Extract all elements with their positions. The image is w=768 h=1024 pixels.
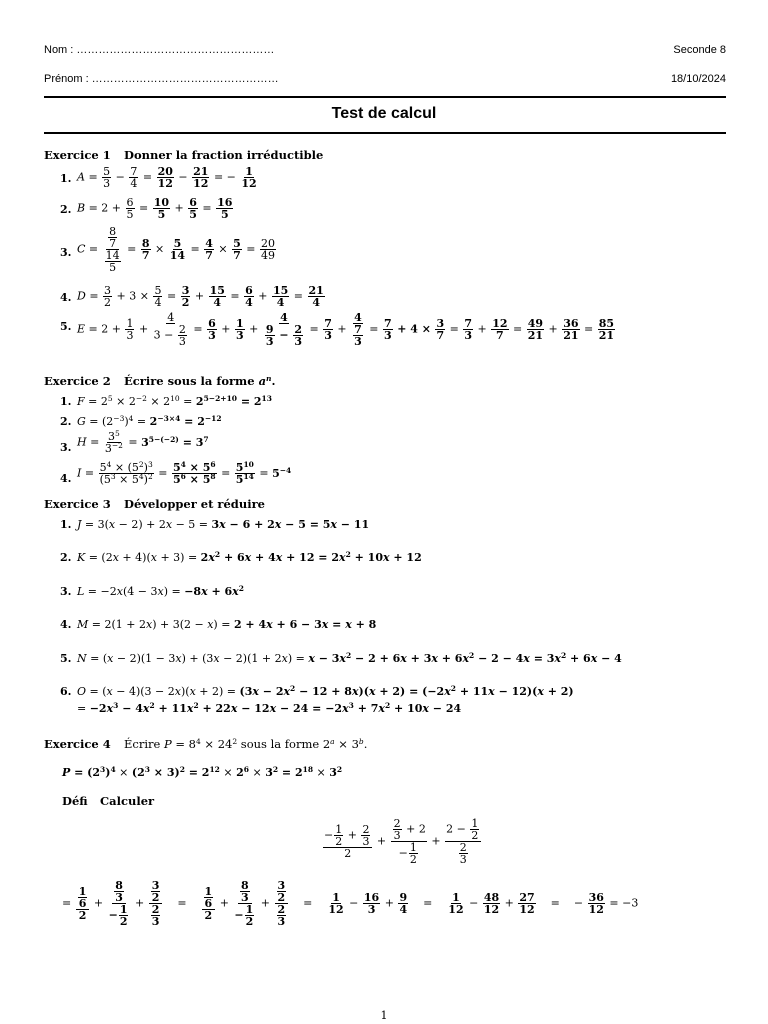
- exercise-2-heading: Exercice 2 Écrire sous la forme $a^n$.: [44, 374, 276, 388]
- ex1-item-2-number: 2.: [60, 203, 72, 216]
- ex4-solution: $P = (2^3)^4 \times (2^3 \times 3)^2 = 2^{12} \times 2^6 \times 3^2 = 2^{18} \times 3^2$: [62, 765, 343, 779]
- exercise-2-title: Écrire sous la forme: [124, 374, 255, 388]
- ex2-item-1-number: 1.: [60, 395, 72, 408]
- exercise-1-label: Exercice 1: [44, 148, 111, 162]
- ex1-item-1: A = $\frac{5}{3}$ − $\frac{7}{4}$ = $\frac{20}{12}$ − $\frac{21}{12}$ = − $\frac{1}{12}$: [77, 165, 257, 190]
- ex2-item-1: $F = 2^5 \times 2^{-2} \times 2^{10} = 2^{5-2+10} = 2^{13}$: [77, 394, 272, 408]
- ex2-item-4-number: 4.: [60, 472, 72, 485]
- ex1-item-5: E = 2 + $\frac{1}{3}$ + 4 3 − $\frac{2}{3}$ = $\frac{6}{3}$ + $\frac{1}{3}$ + 4 $\frac{9}{3}$ − $\frac{2}{3}$ = $\frac{7}{3}$ + $\frac{4}{\frac{7}{3}}$ = $\frac{7}{3}$ + 4 × $\frac{3}{7}$ = $\frac{7}{3}$ + $\frac{12}{7}$ = $\frac{49}{21}$ + $\frac{36}{21}$ = $\frac{85}{21}$: [77, 311, 615, 348]
- ex2-item-2-number: 2.: [60, 415, 72, 428]
- class-label: Seconde 8: [673, 44, 726, 56]
- ex1-item-1-number: 1.: [60, 172, 72, 185]
- exercise-3-title: Développer et réduire: [124, 497, 265, 511]
- ex3-item-2: $K = (2x + 4)(x + 3) = 2x^2 + 6x + 4x + 12 = 2x^2 + 10x + 12$: [77, 550, 422, 564]
- ex1-item-2: B = 2 + $\frac{6}{5}$ = $\frac{10}{5}$ + $\frac{6}{5}$ = $\frac{16}{5}$: [77, 196, 233, 221]
- ex2-item-2: $G = (2^{-3})^4 = 2^{-3\times 4} = 2^{-12}$: [77, 414, 222, 428]
- ex2-item-4: I = $\frac{5^4 \times (5^2)^3}{(5^3 \times 5^4)^2}$ = $\frac{5^4 \times 5^6}{5^6 \times 5^8}$ = $\frac{5^{10}}{5^{14}}$ = $5^{-4}$: [77, 460, 292, 486]
- ex1-item-3-number: 3.: [60, 246, 72, 259]
- page-title: Test de calcul: [331, 105, 437, 122]
- ex3-item-6: $O = (x - 4)(3 - 2x)(x + 2) = (3x - 2x^2 - 12 + 8x)(x + 2) = (-2x^2 + 11x - 12)(x + 2)$: [77, 684, 574, 698]
- ex3-item-1-number: 1.: [60, 518, 72, 531]
- date-label: 18/10/2024: [670, 73, 726, 85]
- defi-title: Calculer: [100, 794, 155, 808]
- nom-field-label: Nom : ………………………………………………: [44, 44, 275, 56]
- exercise-1-heading: [44, 148, 324, 162]
- prenom-field-label: Prénom : ……………………………………………: [44, 73, 279, 85]
- exercise-4-title: Écrire: [124, 737, 161, 751]
- defi-expression: − $\frac{1}{2}$ + $\frac{2}{3}$ 2 + $\frac{2}{3}$ + 2 − $\frac{1}{2}$ + 2 − $\frac{1}{2}$ $\frac{2}{3}$: [322, 818, 482, 865]
- title-rule: [44, 132, 726, 134]
- ex3-item-3-number: 3.: [60, 585, 72, 598]
- ex1-item-4: D = $\frac{3}{2}$ + 3 × $\frac{5}{4}$ = $\frac{3}{2}$ + $\frac{15}{4}$ = $\frac{6}{4}$ + $\frac{15}{4}$ = $\frac{21}{4}$: [77, 284, 324, 309]
- ex1-item-4-number: 4.: [60, 291, 72, 304]
- page-number: 1: [380, 1009, 388, 1022]
- ex3-item-5-number: 5.: [60, 652, 72, 665]
- ex3-item-4: M = 2(1 + 2x) + 3(2 − x) = 2 + 4x + 6 − 3x = x + 8: [77, 618, 377, 631]
- ex3-item-3: $L = -2x(4 - 3x) = -8x + 6x^2$: [77, 584, 244, 598]
- ex3-item-6-number: 6.: [60, 685, 72, 698]
- defi-label: Défi: [62, 794, 88, 808]
- defi-heading: [62, 794, 155, 808]
- ex3-item-5: $N = (x - 2)(1 - 3x) + (3x - 2)(1 + 2x) = x - 3x^2 - 2 + 6x + 3x + 6x^2 - 2 - 4x = 3x^2 + 6x - 4$: [77, 651, 622, 665]
- ex1-item-5-number: 5.: [60, 320, 72, 333]
- ex3-item-2-number: 2.: [60, 551, 72, 564]
- exercise-4-label: Exercice 4: [44, 737, 111, 751]
- exercise-4-heading: Exercice 4 Écrire $P = 8^4 \times 24^2$ sous la forme $2^a \times 3^b$.: [44, 737, 368, 751]
- defi-solution: = $\frac{\frac{1}{6}}{2}$ + $\frac{8}{3}$ − $\frac{1}{2}$ + $\frac{\frac{3}{2}}{\frac{2}{3}}$ = $\frac{\frac{1}{6}}{2}$ + $\frac{8}{3}$ − $\frac{1}{2}$ + $\frac{\frac{3}{2}}{\frac{2}{3}}$ = $\frac{1}{12}$ − $\frac{16}{3}$ + $\frac{9}{4}$ = $\frac{1}{12}$ − $\frac{48}{12}$ + $\frac{27}{12}$ = − $\frac{36}{12}$ = −3: [62, 879, 639, 928]
- top-rule: [44, 96, 726, 98]
- ex1-item-3: C = $\frac{\frac{8}{7}}{\frac{14}{5}}$ = $\frac{8}{7}$ × $\frac{5}{14}$ = $\frac{4}{7}$ × $\frac{5}{7}$ = $\frac{20}{49}$: [77, 225, 276, 274]
- ex3-item-6-continued: = $-2x^3 - 4x^2 + 11x^2 + 22x - 12x - 24 = -2x^3 + 7x^2 + 10x - 24$: [77, 701, 462, 715]
- ex2-item-3-number: 3.: [60, 441, 72, 454]
- exercise-1-title: Donner la fraction irréductible: [124, 148, 324, 162]
- ex3-item-4-number: 4.: [60, 618, 72, 631]
- exercise-3-label: Exercice 3: [44, 497, 111, 511]
- exercise-2-label: Exercice 2: [44, 374, 111, 388]
- exercise-3-heading: [44, 497, 265, 511]
- ex2-item-3: H = $\frac{3^5}{3^{-2}}$ = $3^{5-(-2)} = 3^7$: [77, 429, 209, 455]
- ex3-item-1: J = 3(x − 2) + 2x − 5 = 3x − 6 + 2x − 5 = 5x − 11: [77, 518, 370, 531]
